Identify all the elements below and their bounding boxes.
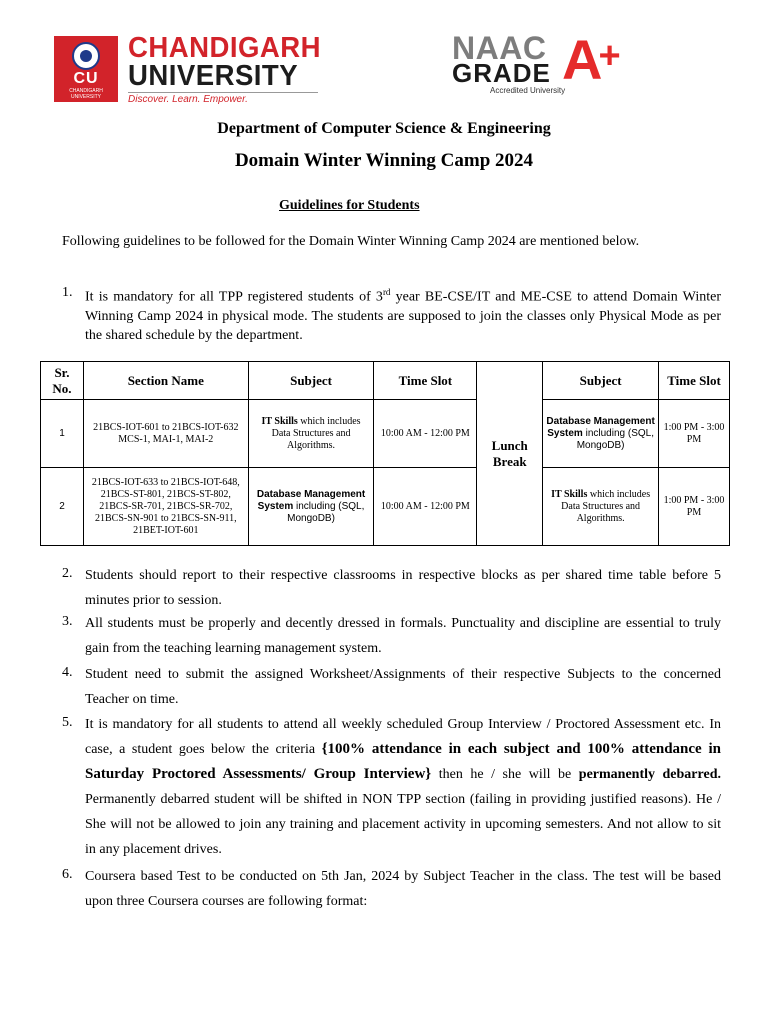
- cell-time-1: 10:00 AM - 12:00 PM: [374, 400, 477, 468]
- intro-paragraph: Following guidelines to be followed for the Domain Winter Winning Camp 2024 are mentioned below.: [62, 234, 640, 249]
- item-text: [85, 283, 721, 345]
- cell-subject-1: [248, 400, 374, 468]
- lunch-break-cell: Lunch Break: [477, 362, 543, 546]
- cu-abbr: CU: [73, 70, 99, 87]
- item-number: 1.: [62, 285, 73, 300]
- cell-time-2: 1:00 PM - 3:00 PM: [659, 400, 730, 468]
- naac-grade-logo: [452, 28, 642, 100]
- cell-subject-2: [543, 400, 659, 468]
- header-subject-1: Subject: [248, 362, 374, 400]
- item5-part-e: Permanently debarred student will be shifted in NON TPP section (failing in providing justified reasons). He / She will not be allowed to join any training and placement activity in upcoming semesters. And not allow to sit in any placement drives.: [85, 792, 721, 857]
- item-number: 3.: [62, 614, 73, 629]
- item-number: 6.: [62, 867, 73, 882]
- subject-rest: which includes Data Structures and Algorithms.: [271, 415, 361, 451]
- naac-plus: +: [598, 35, 621, 77]
- item-text: [85, 712, 721, 862]
- table-header-row: [41, 362, 730, 400]
- cell-subject-1: [248, 468, 374, 546]
- naac-a-plus: [562, 28, 621, 91]
- item-text: All students must be properly and decently dressed in formals. Punctuality and discipline are essential to truly gain from the teaching learning management system.: [85, 616, 721, 656]
- department-title: Department of Computer Science & Engineering: [217, 120, 551, 137]
- item5-part-c: then he / she will be: [431, 767, 579, 782]
- subject-bold: IT Skills: [261, 415, 298, 427]
- cell-section: 21BCS-IOT-601 to 21BCS-IOT-632 MCS-1, MAI-1, MAI-2: [83, 400, 248, 468]
- item-text: Coursera based Test to be conducted on 5th Jan, 2024 by Subject Teacher in the class. The test will be based upon three Coursera courses are following format:: [85, 869, 721, 909]
- cell-subject-2: [543, 468, 659, 546]
- item5-criteria: {100% attendance in each subject and 100% attendance in Saturday Proctored Assessments/ Group Interview}: [85, 741, 721, 782]
- subject-bold: Database Management System: [256, 488, 366, 512]
- chandigarh-university-logo: [54, 32, 344, 105]
- header-subject-2: Subject: [543, 362, 659, 400]
- cell-section: 21BCS-IOT-633 to 21BCS-IOT-648, 21BCS-ST-801, 21BCS-ST-802, 21BCS-SR-701, 21BCS-SR-702, 21BCS-SN-901 to 21BCS-SN-911, 21BET-IOT-601: [83, 468, 248, 546]
- cu-tagline: Discover. Learn. Empower.: [128, 92, 318, 105]
- item-number: 4.: [62, 665, 73, 680]
- item-text: Student need to submit the assigned Worksheet/Assignments of their respective Subjects to the concerned Teacher on time.: [85, 667, 721, 707]
- item1-sup: rd: [382, 287, 391, 297]
- header-time-slot-2: Time Slot: [659, 362, 730, 400]
- item-text: Students should report to their respective classrooms in respective blocks as per shared time table before 5 minutes prior to session.: [85, 568, 721, 608]
- cell-sr: 1: [41, 400, 84, 468]
- header-time-slot-1: Time Slot: [374, 362, 477, 400]
- cu-name: [128, 34, 321, 90]
- naac-accredited: Accredited University: [490, 86, 566, 95]
- naac-word: NAAC: [452, 30, 547, 66]
- cu-name-line1: CHANDIGARH: [128, 32, 322, 64]
- subject-rest: including (SQL, MongoDB): [576, 427, 654, 451]
- item-number: 2.: [62, 566, 73, 581]
- cell-time-2: 1:00 PM - 3:00 PM: [659, 468, 730, 546]
- item1-post: year BE-CSE/IT and ME-CSE to attend Domain Winter Winning Camp 2024 in physical mode. The students are supposed to join the classes only Physical Mode as per the shared schedule by the department.: [85, 289, 721, 343]
- cell-sr: 2: [41, 468, 84, 546]
- subject-bold: IT Skills: [551, 488, 588, 500]
- header-sr-no: Sr. No.: [41, 362, 84, 400]
- header-section-name: Section Name: [83, 362, 248, 400]
- naac-grade-value: A: [562, 28, 603, 91]
- camp-title: Domain Winter Winning Camp 2024: [234, 150, 534, 171]
- subject-rest: which includes Data Structures and Algorithms.: [561, 488, 651, 524]
- cell-time-1: 10:00 AM - 12:00 PM: [374, 468, 477, 546]
- item5-debarred: permanently debarred.: [578, 767, 721, 782]
- cu-seal-icon: [72, 42, 100, 70]
- table-row: [41, 468, 730, 546]
- subject-bold: Database Management System: [546, 415, 655, 439]
- guidelines-heading: Guidelines for Students: [279, 198, 420, 213]
- item-number: 5.: [62, 715, 73, 730]
- cu-emblem: [54, 36, 118, 102]
- cu-name-line2: UNIVERSITY: [128, 60, 299, 92]
- item1-pre: It is mandatory for all TPP registered students of 3: [85, 289, 383, 305]
- schedule-table: [40, 361, 730, 546]
- cu-emblem-sub: CHANDIGARH UNIVERSITY: [69, 88, 103, 100]
- item5-part-a: It is mandatory for all students to attend all weekly scheduled Group Interview / Proctored Assessment etc. In case, a student goes below the criteria: [85, 717, 721, 757]
- naac-grade-label: GRADE: [452, 58, 551, 88]
- table-row: [41, 400, 730, 468]
- subject-rest: including (SQL, MongoDB): [287, 500, 365, 524]
